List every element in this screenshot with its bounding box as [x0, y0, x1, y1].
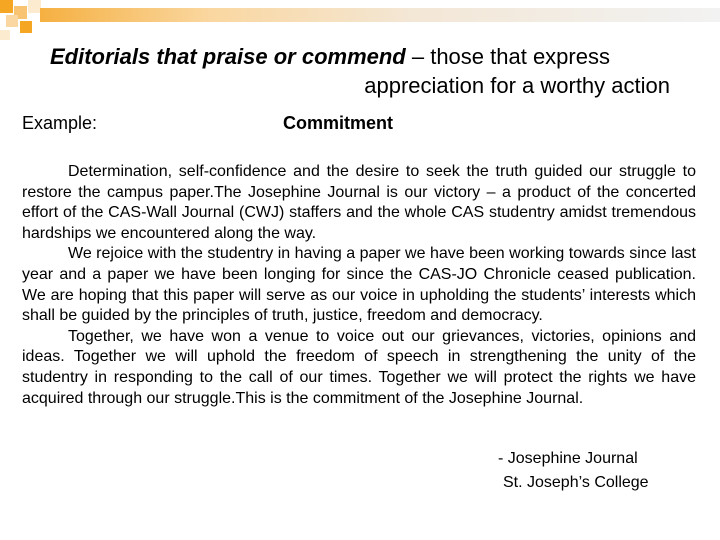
slide-title — [0, 42, 720, 100]
editorial-title: Commitment — [283, 113, 394, 133]
title-line-1 — [0, 42, 720, 71]
editorial-body — [22, 162, 696, 409]
corner-square — [20, 21, 32, 33]
corner-square — [0, 0, 13, 13]
editorial-paragraph: Determination, self-confidence and the desire to seek the truth guided our struggle to restore the campus paper.The Josephine Journal is our victory – a product of the concerted effort of the CAS-Wall Journal (CWJ) staffers and the whole CAS studentry amidst tremendous hardships we encountered along the way. — [22, 163, 696, 242]
header-gradient-bar — [40, 8, 720, 22]
editorial-paragraph: We rejoice with the studentry in having a paper we have been working towards since last year and a paper we have been longing for since the CAS-JO Chronicle ceased publication. We are hoping that this paper will serve as our voice in upholding the students’ interests which shall be guided by the principles of truth, justice, freedom and democracy. — [22, 245, 696, 325]
signature-institution: St. Joseph’s College — [503, 474, 649, 491]
corner-square — [0, 30, 10, 40]
corner-square — [6, 15, 18, 27]
example-label: Example: — [22, 113, 98, 133]
editorial-paragraph: Together, we have won a venue to voice out our grievances, victories, opinions and ideas. Together we will uphold the freedom of speech in strengthening the unity of the studentry in responding to the call of our times. Together we will protect the rights we have acquired through our struggle.This is the commitment of the Josephine Journal. — [22, 327, 696, 407]
title-emphasis: Editorials that praise or commend — [50, 44, 406, 69]
signature-publication: - Josephine Journal — [498, 450, 638, 467]
title-rest: – those that express — [405, 44, 610, 69]
title-line-2: appreciation for a worthy action — [364, 73, 670, 98]
